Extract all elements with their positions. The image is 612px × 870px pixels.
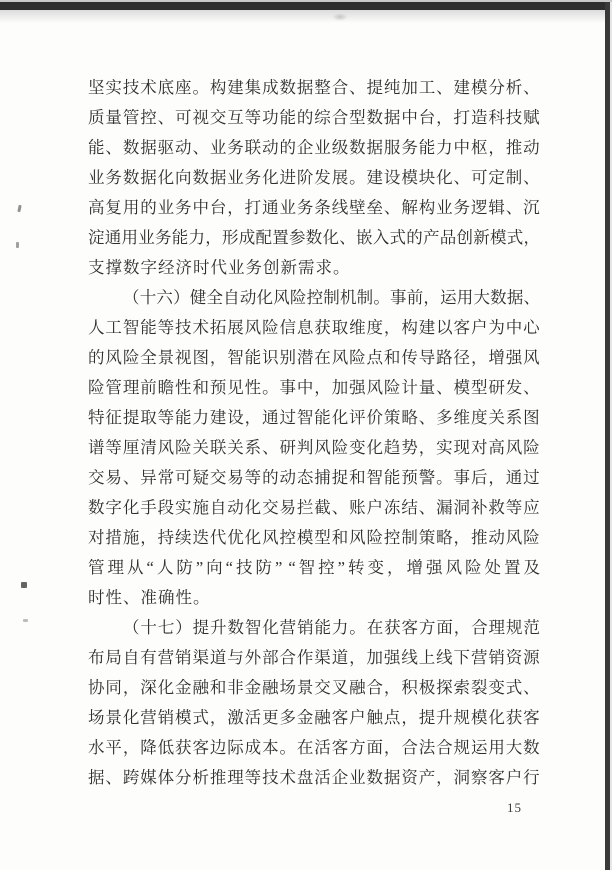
text-line: （ 十 六 ） 健 全 自 动 化 风 险 控 制 机 制 。 事 前 ， 运 用 大 数 据 、	[123, 288, 540, 307]
scan-speck	[21, 582, 27, 588]
text-line: 坚 实 技 术 底 座 。 构 建 集 成 数 据 整 合 、 提 纯 加 工 、 建 模 分 析 、	[88, 78, 540, 97]
scan-speck	[16, 242, 19, 248]
text-line: 布 局 自 有 营 销 渠 道 与 外 部 合 作 渠 道 ， 加 强 线 上 线 下 营 销 资 源	[88, 648, 540, 667]
text-line: 的 风 险 全 景 视 图 ， 智 能 识 别 潜 在 风 险 点 和 传 导 路 径 ， 增 强 风	[88, 348, 540, 367]
text-line: 支撑数字经济时代业务创新需求。	[88, 258, 351, 277]
text-line: 业 务 数 据 化 向 数 据 业 务 化 进 阶 发 展 。 建 设 模 块 化 、 可 定 制 、	[88, 168, 540, 187]
text-line: 特 征 提 取 等 能 力 建 设 ， 通 过 智 能 化 评 价 策 略 、 多 维 度 关 系 图	[88, 408, 540, 427]
text-line: 管 理 从 “ 人 防 ” 向 “ 技 防 ” “ 智 控 ” 转 变 ， 增 强 风 险 处 置 及	[88, 558, 540, 577]
text-line: 质 量 管 控 、 可 视 交 互 等 功 能 的 综 合 型 数 据 中 台 ， 打 造 科 技 赋	[88, 108, 540, 127]
text-line: 能 、 数 据 驱 动 、 业 务 联 动 的 企 业 级 数 据 服 务 能 力 中 枢 ， 推 动	[88, 138, 540, 157]
scan-speck	[17, 205, 21, 212]
text-line: 险 管 理 前 瞻 性 和 预 见 性 。 事 中 ， 加 强 风 险 计 量 、 模 型 研 发 、	[88, 378, 540, 397]
scan-smudge	[332, 13, 348, 21]
text-line: 数 字 化 手 段 实 施 自 动 化 交 易 拦 截 、 账 户 冻 结 、 漏 洞 补 救 等 应	[88, 498, 540, 517]
document-body-text	[88, 73, 540, 793]
text-line: 场 景 化 营 销 模 式 ， 激 活 更 多 金 融 客 户 触 点 ， 提 升 规 模 化 获 客	[88, 708, 540, 727]
text-line: 谱 等 厘 清 风 险 关 联 关 系 、 研 判 风 险 变 化 趋 势 ， 实 现 对 高 风 险	[88, 438, 540, 457]
scan-edge-top-shadow	[0, 10, 612, 23]
scan-speck	[23, 619, 28, 622]
text-line: 据 、 跨 媒 体 分 析 推 理 等 技 术 盘 活 企 业 数 据 资 产 ， 洞 察 客 户 行	[88, 768, 540, 787]
text-line: 淀 通 用 业 务 能 力 ， 形 成 配 置 参 数 化 、 嵌 入 式 的 产 品 创 新 模 式 ，	[88, 228, 540, 247]
text-line: 协 同 ， 深 化 金 融 和 非 金 融 场 景 交 叉 融 合 ， 积 极 探 索 裂 变 式 、	[88, 678, 540, 697]
text-line: 时性、准确性。	[88, 588, 211, 607]
text-line: （ 十 七 ） 提 升 数 智 化 营 销 能 力 。 在 获 客 方 面 ， 合 理 规 范	[123, 618, 540, 637]
text-line: 水 平 ， 降 低 获 客 边 际 成 本 。 在 活 客 方 面 ， 合 法 合 规 运 用 大 数	[88, 738, 540, 757]
text-line: 交 易 、 异 常 可 疑 交 易 等 的 动 态 捕 捉 和 智 能 预 警 。 事 后 ， 通 过	[88, 468, 540, 487]
text-line: 人 工 智 能 等 技 术 拓 展 风 险 信 息 获 取 维 度 ， 构 建 以 客 户 为 中 心	[88, 318, 540, 337]
text-line: 高 复 用 的 业 务 中 台 ， 打 通 业 务 条 线 壁 垒 、 解 构 业 务 逻 辑 、 沉	[88, 198, 540, 217]
text-line: 对 措 施 ， 持 续 迭 代 优 化 风 控 模 型 和 风 险 控 制 策 略 ， 推 动 风 险	[88, 528, 540, 547]
scan-edge-top-bar	[0, 2, 612, 10]
page-number: 15	[507, 800, 522, 815]
